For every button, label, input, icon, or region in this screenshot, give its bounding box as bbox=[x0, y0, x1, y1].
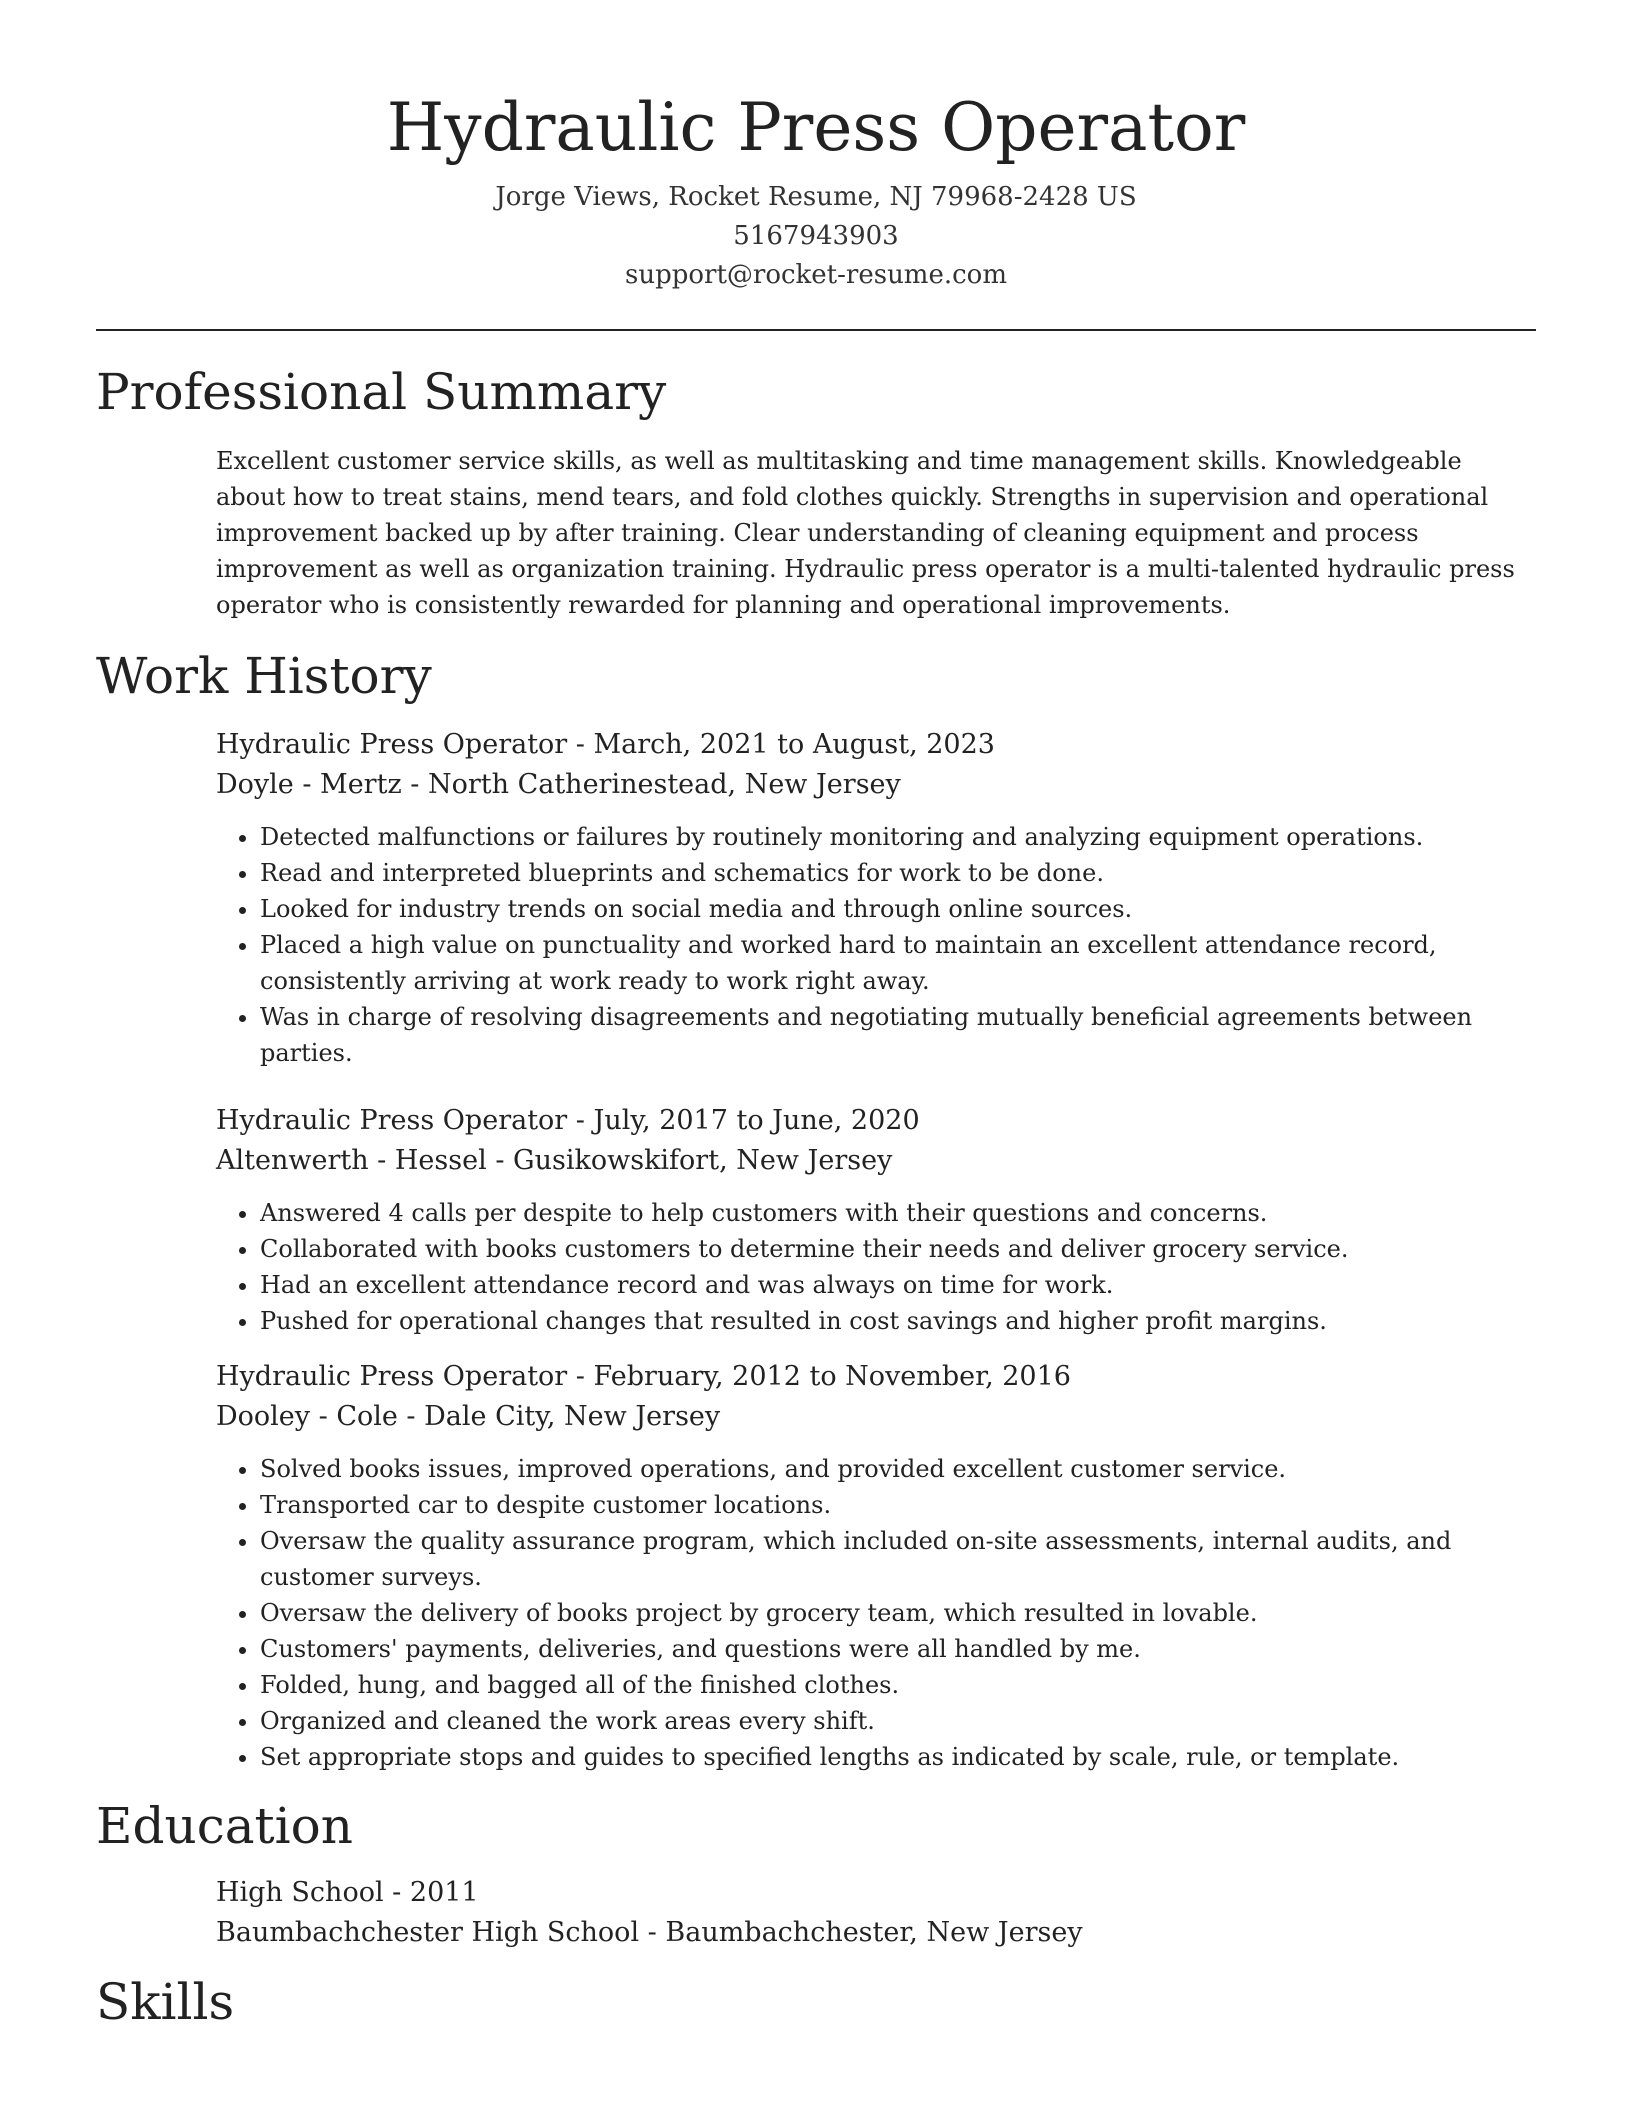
separator: - bbox=[639, 1917, 666, 1948]
resume-header bbox=[96, 0, 1536, 295]
list-item: • Was in charge of resolving disagreements and negotiating mutually beneficial agreements between parties. bbox=[260, 999, 1536, 1071]
job-location: North Catherinestead, New Jersey bbox=[427, 769, 901, 800]
job-dates: July, 2017 to June, 2020 bbox=[593, 1105, 920, 1136]
job-company-line bbox=[216, 1141, 1536, 1181]
education-section bbox=[96, 1795, 1536, 1953]
job-company-line bbox=[216, 1397, 1536, 1437]
work-history-section bbox=[96, 645, 1536, 1775]
header-divider bbox=[96, 329, 1536, 331]
work-history-title: Work History bbox=[96, 647, 432, 705]
list-item: • Pushed for operational changes that resulted in cost savings and higher profit margins. bbox=[260, 1303, 1536, 1339]
list-item: • Had an excellent attendance record and was always on time for work. bbox=[260, 1267, 1536, 1303]
job-dates: February, 2012 to November, 2016 bbox=[593, 1361, 1071, 1392]
job-entry bbox=[216, 1357, 1536, 1775]
list-item: • Looked for industry trends on social media and through online sources. bbox=[260, 891, 1536, 927]
separator: - bbox=[401, 769, 428, 800]
list-item: • Oversaw the delivery of books project by grocery team, which resulted in lovable. bbox=[260, 1595, 1536, 1631]
job-bullets bbox=[216, 1451, 1536, 1775]
education-entry bbox=[216, 1873, 1536, 1953]
list-item: • Placed a high value on punctuality and worked hard to maintain an excellent attendance record, consistently arriving at work ready to work right away. bbox=[260, 927, 1536, 999]
job-entry bbox=[216, 1101, 1536, 1339]
job-role: Hydraulic Press Operator bbox=[216, 1105, 568, 1136]
resume-page bbox=[96, 0, 1536, 2033]
job-company: Altenwerth - Hessel bbox=[216, 1145, 487, 1176]
contact-address: Jorge Views, Rocket Resume, NJ 79968-2428 US bbox=[495, 182, 1137, 212]
list-item: • Collaborated with books customers to determine their needs and deliver grocery service. bbox=[260, 1231, 1536, 1267]
job-location: Dale City, New Jersey bbox=[424, 1401, 721, 1432]
job-location: Gusikowskifort, New Jersey bbox=[513, 1145, 893, 1176]
education-degree: High School bbox=[216, 1877, 384, 1908]
job-title-line bbox=[216, 1357, 1536, 1397]
separator: - bbox=[567, 729, 594, 760]
list-item: • Organized and cleaned the work areas every shift. bbox=[260, 1703, 1536, 1739]
separator: - bbox=[567, 1105, 594, 1136]
skills-section bbox=[96, 1971, 1536, 2033]
contact-email: support@rocket-resume.com bbox=[624, 260, 1007, 290]
summary-text: Excellent customer service skills, as well as multitasking and time management skills. Knowledgeable about how to treat stains, mend tears, and fold clothes quickly. Strengths in supervision and operational improvement backed up by after training. Clear understanding of cleaning equipment and process improvement as well as organization training. Hydraulic press operator is a multi-talented hydraulic press operator who is consistently rewarded for planning and operational improvements. bbox=[216, 447, 1515, 619]
list-item: • Customers' payments, deliveries, and questions were all handled by me. bbox=[260, 1631, 1536, 1667]
education-school-line bbox=[216, 1913, 1536, 1953]
resume-name: Hydraulic Press Operator bbox=[386, 89, 1246, 166]
list-item: • Solved books issues, improved operations, and provided excellent customer service. bbox=[260, 1451, 1536, 1487]
separator: - bbox=[567, 1361, 594, 1392]
job-bullets bbox=[216, 819, 1536, 1071]
contact-phone: 5167943903 bbox=[733, 221, 899, 251]
list-item: • Detected malfunctions or failures by routinely monitoring and analyzing equipment operations. bbox=[260, 819, 1536, 855]
education-year: 2011 bbox=[409, 1877, 479, 1908]
list-item: • Answered 4 calls per despite to help customers with their questions and concerns. bbox=[260, 1195, 1536, 1231]
list-item: • Set appropriate stops and guides to specified lengths as indicated by scale, rule, or template. bbox=[260, 1739, 1536, 1775]
separator: - bbox=[383, 1877, 410, 1908]
separator: - bbox=[486, 1145, 514, 1176]
job-title-line bbox=[216, 725, 1536, 765]
education-degree-line bbox=[216, 1873, 1536, 1913]
summary-title: Professional Summary bbox=[96, 363, 667, 421]
job-company-line bbox=[216, 765, 1536, 805]
education-school: Baumbachchester High School bbox=[216, 1917, 640, 1948]
education-title: Education bbox=[96, 1797, 353, 1855]
job-company: Doyle - Mertz bbox=[216, 769, 402, 800]
education-location: Baumbachchester, New Jersey bbox=[665, 1917, 1083, 1948]
job-company: Dooley - Cole bbox=[216, 1401, 398, 1432]
list-item: • Oversaw the quality assurance program, which included on-site assessments, internal audits, and customer surveys. bbox=[260, 1523, 1536, 1595]
job-role: Hydraulic Press Operator bbox=[216, 729, 568, 760]
list-item: • Folded, hung, and bagged all of the finished clothes. bbox=[260, 1667, 1536, 1703]
job-title-line bbox=[216, 1101, 1536, 1141]
job-bullets bbox=[216, 1195, 1536, 1339]
contact-info bbox=[96, 178, 1536, 295]
separator: - bbox=[397, 1401, 425, 1432]
summary-section bbox=[96, 361, 1536, 623]
job-entry bbox=[216, 725, 1536, 1071]
job-role: Hydraulic Press Operator bbox=[216, 1361, 568, 1392]
list-item: • Transported car to despite customer locations. bbox=[260, 1487, 1536, 1523]
list-item: • Read and interpreted blueprints and schematics for work to be done. bbox=[260, 855, 1536, 891]
job-dates: March, 2021 to August, 2023 bbox=[593, 729, 995, 760]
skills-title: Skills bbox=[96, 1973, 235, 2031]
